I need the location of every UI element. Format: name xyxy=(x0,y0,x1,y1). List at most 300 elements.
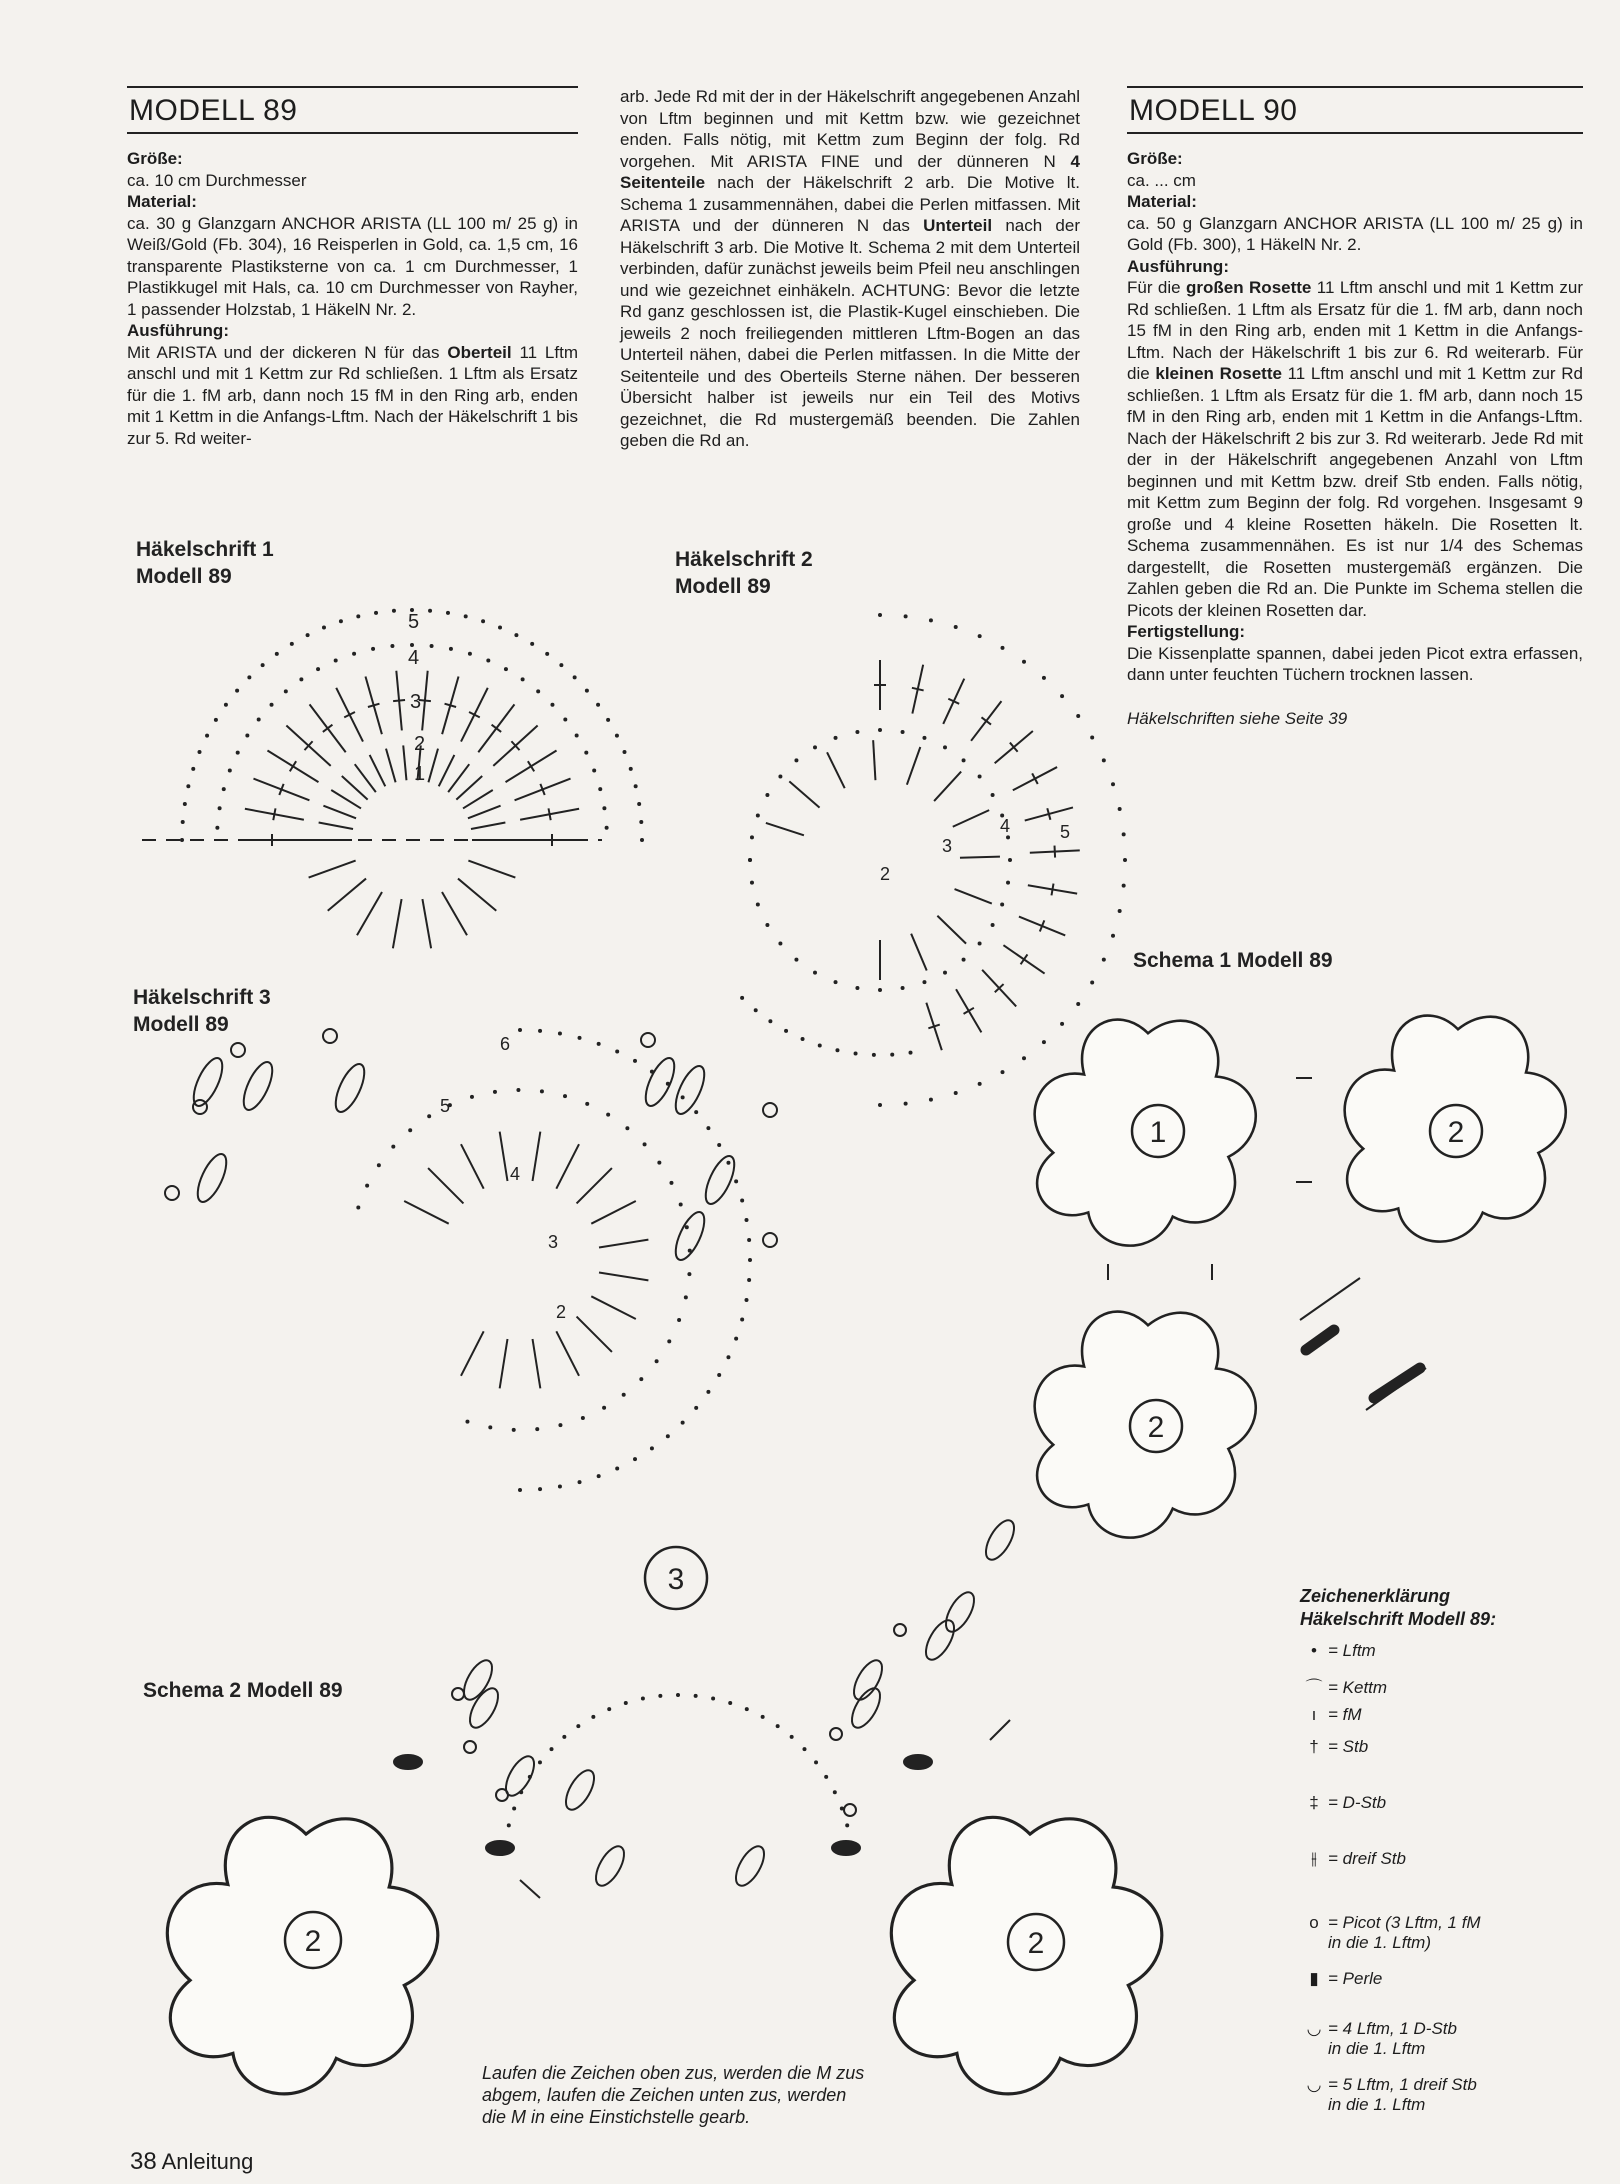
chain-stitch xyxy=(750,835,754,839)
chain-stitch xyxy=(624,1701,628,1705)
chain-stitch xyxy=(978,774,982,778)
chain-stitch xyxy=(750,881,754,885)
chain-stitch xyxy=(247,675,251,679)
chain-stitch xyxy=(706,1390,710,1394)
page-number: 38 xyxy=(130,2148,157,2175)
chain-stitch xyxy=(1042,1040,1046,1044)
stitch-mark xyxy=(500,1339,508,1388)
chain-stitch xyxy=(1122,832,1126,836)
chain-stitch xyxy=(224,703,228,707)
chain-stitch xyxy=(929,618,933,622)
dot-icon: • xyxy=(1311,1641,1317,1660)
chain-stitch xyxy=(878,1103,882,1107)
chain-stitch xyxy=(776,1724,780,1728)
stitch-mark xyxy=(404,1201,449,1224)
chain-stitch xyxy=(1111,782,1115,786)
petal-mark xyxy=(980,1516,1019,1564)
petal-mark xyxy=(500,1752,539,1800)
stitch-mark xyxy=(290,761,296,771)
chain-stitch xyxy=(745,1298,749,1302)
stitch-mark xyxy=(428,749,438,783)
chain-stitch xyxy=(550,703,554,707)
svg-text:3: 3 xyxy=(667,1563,685,1596)
chain-stitch xyxy=(745,1707,749,1711)
chain-stitch xyxy=(834,736,838,740)
chain-stitch xyxy=(598,787,602,791)
chain-stitch xyxy=(756,814,760,818)
chain-stitch xyxy=(558,1031,562,1035)
chain-stitch xyxy=(512,1428,516,1432)
chain-stitch xyxy=(214,718,218,722)
chain-stitch xyxy=(518,1488,522,1492)
legend-item: ı = fM xyxy=(1300,1705,1560,1725)
chain-stitch xyxy=(550,1747,554,1751)
chain-stitch xyxy=(929,1098,933,1102)
chain-stitch xyxy=(391,1145,395,1149)
legend-item: ⫲ = dreif Stb xyxy=(1300,1849,1560,1869)
chain-stitch xyxy=(562,1735,566,1739)
stitch-mark xyxy=(386,749,396,783)
chain-stitch xyxy=(275,652,279,656)
chain-stitch xyxy=(602,1406,606,1410)
chain-stitch xyxy=(339,619,343,623)
haekelschrift-1-diagram xyxy=(142,608,644,948)
stitch-mark xyxy=(1021,954,1028,964)
chain-stitch xyxy=(299,677,303,681)
bead-icon xyxy=(1300,1278,1426,1410)
chain-stitch xyxy=(625,1126,629,1130)
chain-stitch xyxy=(814,1760,818,1764)
chain-stitch xyxy=(245,734,249,738)
chain-stitch xyxy=(726,1161,730,1165)
chain-stitch xyxy=(1060,694,1064,698)
stitch-mark xyxy=(591,1201,636,1224)
stitch-mark xyxy=(428,1168,463,1203)
svg-text:2: 2 xyxy=(1027,1927,1045,1960)
chain-stitch xyxy=(904,614,908,618)
stitch-mark xyxy=(533,1132,541,1181)
chain-stitch xyxy=(679,1202,683,1206)
chain-stitch xyxy=(854,1051,858,1055)
stitch-mark xyxy=(422,899,431,948)
page-reference: Häkelschriften siehe Seite 39 xyxy=(1127,708,1348,728)
chain-stitch xyxy=(1090,981,1094,985)
double-cross-icon: ‡ xyxy=(1309,1793,1319,1812)
legend-item: ◡ = 5 Lftm, 1 dreif Stb in die 1. Lftm xyxy=(1300,2075,1560,2115)
chain-stitch xyxy=(706,1126,710,1130)
chain-stitch xyxy=(597,1474,601,1478)
picot-mark xyxy=(763,1233,777,1247)
legend-item: ⌒ = Kettm xyxy=(1300,1673,1560,1698)
rosette-outline xyxy=(1035,1312,1256,1538)
stitch-mark xyxy=(599,1273,648,1281)
stitch-mark xyxy=(492,725,502,732)
chart-title-schema-1: Schema 1 Modell 89 xyxy=(1133,949,1333,972)
chain-stitch xyxy=(290,642,294,646)
chain-stitch xyxy=(954,1091,958,1095)
chain-stitch xyxy=(622,1393,626,1397)
chain-stitch xyxy=(584,751,588,755)
stitch-mark xyxy=(357,892,382,935)
chain-stitch xyxy=(740,1198,744,1202)
finishing-text: Die Kissenplatte spannen, dabei jeden Picot extra erfassen, dann unter feuchten Tüchern trocknen lassen. xyxy=(1127,643,1583,684)
petal-mark xyxy=(940,1588,979,1636)
chain-stitch xyxy=(183,802,187,806)
chain-stitch xyxy=(465,1420,469,1424)
rosette-outline xyxy=(167,1817,437,2094)
stitch-mark xyxy=(599,1240,648,1248)
chain-stitch xyxy=(284,689,288,693)
stitch-mark xyxy=(439,755,455,786)
chain-stitch xyxy=(728,1701,732,1705)
legend-item: ◡ = 4 Lftm, 1 D-Stb in die 1. Lftm xyxy=(1300,2019,1560,2059)
chain-stitch xyxy=(464,614,468,618)
chain-stitch xyxy=(818,1043,822,1047)
chain-stitch xyxy=(535,1427,539,1431)
chain-stitch xyxy=(681,1095,685,1099)
chain-stitch xyxy=(790,1735,794,1739)
chain-stitch xyxy=(186,784,190,788)
chain-stitch xyxy=(890,1053,894,1057)
finishing-label: Fertigstellung: xyxy=(1127,622,1246,641)
chain-stitch xyxy=(778,774,782,778)
chain-stitch xyxy=(1076,714,1080,718)
chain-stitch xyxy=(1022,1056,1026,1060)
chain-stitch xyxy=(676,1693,680,1697)
chain-stitch xyxy=(1102,758,1106,762)
instructions-text: Mit ARISTA und der dickeren N für das Oberteil 11 Lftm anschl und mit 1 Kettm zur Rd schließen. 1 Lftm als Ersatz für die 1. fM arb, dann noch 15 fM in den Ring arb, enden mit 1 Kettm in die Anfangs-Lftm. Nach der Häkelschrift 1 bis zur 5. Rd weiter- xyxy=(127,342,578,448)
chain-stitch xyxy=(922,980,926,984)
chain-stitch xyxy=(637,802,641,806)
chain-stitch xyxy=(622,750,626,754)
chain-stitch xyxy=(518,1028,522,1032)
chart-title-schema-2: Schema 2 Modell 89 xyxy=(143,1679,343,1702)
chain-stitch xyxy=(536,689,540,693)
chain-stitch xyxy=(922,736,926,740)
stitch-mark xyxy=(1051,884,1053,896)
size-label: Größe: xyxy=(1127,149,1183,168)
chain-stitch xyxy=(687,1272,691,1276)
stitch-mark xyxy=(309,861,356,878)
chain-stitch xyxy=(573,675,577,679)
svg-text:2: 2 xyxy=(1447,1116,1465,1149)
stitch-mark xyxy=(393,899,402,948)
round-number: 4 xyxy=(510,1164,521,1184)
chain-stitch xyxy=(468,652,472,656)
chain-stitch xyxy=(1042,676,1046,680)
chain-stitch xyxy=(257,718,261,722)
chain-stitch xyxy=(446,611,450,615)
round-number: 2 xyxy=(414,733,426,755)
chain-stitch xyxy=(878,613,882,617)
bead-icon: ▮ xyxy=(1309,1969,1319,1988)
chain-stitch xyxy=(694,1406,698,1410)
chain-stitch xyxy=(1000,902,1004,906)
bead-icon xyxy=(832,1841,860,1855)
stitch-mark xyxy=(912,688,924,691)
legend-item: † = Stb xyxy=(1300,1737,1560,1757)
chain-stitch xyxy=(834,980,838,984)
round-number: 3 xyxy=(410,691,422,713)
round-number: 2 xyxy=(880,864,891,884)
chain-stitch xyxy=(904,1102,908,1106)
chain-stitch xyxy=(374,611,378,615)
bead-icon xyxy=(904,1755,932,1769)
chain-stitch xyxy=(371,647,375,651)
round-number: 3 xyxy=(548,1232,559,1252)
chain-stitch xyxy=(901,986,905,990)
picot-mark xyxy=(763,1103,777,1117)
chain-stitch xyxy=(538,1487,542,1491)
svg-text:2: 2 xyxy=(1147,1411,1165,1444)
chain-stitch xyxy=(316,667,320,671)
haekelschrift-2-round-numbers xyxy=(880,816,1070,884)
chain-stitch xyxy=(991,923,995,927)
chain-stitch xyxy=(306,633,310,637)
chain-stitch xyxy=(667,1339,671,1343)
chain-stitch xyxy=(943,971,947,975)
stitch-mark xyxy=(766,823,804,835)
round-number: 5 xyxy=(1060,822,1071,842)
chain-stitch xyxy=(270,703,274,707)
chain-stitch xyxy=(563,718,567,722)
round-number: 5 xyxy=(408,611,420,633)
chain-stitch xyxy=(765,923,769,927)
chain-stitch xyxy=(481,619,485,623)
chain-stitch xyxy=(801,1037,805,1041)
chain-stitch xyxy=(1060,1022,1064,1026)
chain-stitch xyxy=(191,767,195,771)
picot-mark xyxy=(464,1741,476,1753)
stitch-mark xyxy=(934,772,961,801)
chain-stitch xyxy=(978,634,982,638)
chain-stitch xyxy=(1118,807,1122,811)
chain-stitch xyxy=(845,1823,849,1827)
legend-heading: Zeichenerklärung xyxy=(1300,1586,1451,1606)
legend-item: • = Lftm xyxy=(1300,1641,1560,1661)
schema-1-diagram xyxy=(1035,1016,1566,1538)
chain-stitch xyxy=(428,609,432,613)
chain-stitch xyxy=(1118,909,1122,913)
size-text: ca. 10 cm Durchmesser xyxy=(127,170,307,190)
petal-mark xyxy=(700,1152,740,1208)
chain-stitch xyxy=(530,642,534,646)
round-number: 4 xyxy=(408,647,420,669)
chain-stitch xyxy=(1001,1070,1005,1074)
chain-stitch xyxy=(747,1238,751,1242)
legend-item: ‡ = D-Stb xyxy=(1300,1793,1560,1813)
model-title: MODELL 90 xyxy=(1127,86,1583,134)
stitch-mark xyxy=(468,806,501,819)
chain-stitch xyxy=(765,793,769,797)
picot-mark xyxy=(231,1043,245,1057)
bead-icon xyxy=(394,1755,422,1769)
stitch-mark xyxy=(981,717,991,724)
loop4-icon: ◡ xyxy=(1306,2019,1322,2038)
chain-stitch xyxy=(1006,881,1010,885)
haekelschrift-1-round-numbers xyxy=(408,611,425,785)
symbol-legend xyxy=(1300,1585,1497,2114)
chain-stitch xyxy=(991,793,995,797)
chain-stitch xyxy=(740,1318,744,1322)
chain-stitch xyxy=(538,1760,542,1764)
chain-stitch xyxy=(558,1485,562,1489)
chain-stitch xyxy=(824,1775,828,1779)
chain-stitch xyxy=(633,1059,637,1063)
chain-stitch xyxy=(794,758,798,762)
chain-stitch xyxy=(591,1715,595,1719)
legend-heading: Häkelschrift Modell 89: xyxy=(1300,1609,1497,1629)
chain-stitch xyxy=(813,971,817,975)
petal-mark xyxy=(730,1842,769,1890)
size-text: ca. ... cm xyxy=(1127,170,1196,190)
petal-mark xyxy=(188,1054,228,1110)
stitch-mark xyxy=(953,810,989,827)
stitch-mark xyxy=(471,823,505,829)
chain-stitch xyxy=(606,1113,610,1117)
stitch-mark xyxy=(331,790,361,808)
chain-stitch xyxy=(602,806,606,810)
round-number: 5 xyxy=(440,1096,451,1116)
stitch-mark xyxy=(273,808,275,820)
stitch-mark xyxy=(468,861,515,878)
size-label: Größe: xyxy=(127,149,183,168)
chain-stitch xyxy=(954,625,958,629)
chain-stitch xyxy=(377,1163,381,1167)
chain-stitch xyxy=(575,734,579,738)
chain-stitch xyxy=(1102,958,1106,962)
chain-stitch xyxy=(222,787,226,791)
chain-stitch xyxy=(521,677,525,681)
chain-stitch xyxy=(901,730,905,734)
round-number: 2 xyxy=(556,1302,567,1322)
instructions-label: Ausführung: xyxy=(127,321,229,340)
chain-stitch xyxy=(643,1142,647,1146)
chain-stitch xyxy=(747,1278,751,1282)
instructions-continued: arb. Jede Rd mit der in der Häkelschrift angegebenen Anzahl von Lftm beginnen und mit Kettm bzw. wie gezeichnet enden. Falls nötig, mit Kettm zum Beginn der folg. Rd vorgehen. Mit ARISTA FINE und der dünneren N 4 Seitenteile nach der Häkelschrift 2 arb. Die Motive lt. Schema 1 zusammennähen, dabei die Perlen mitfassen. Mit ARISTA und der dünneren N das Unterteil nach der Häkelschrift 3 arb. Die Motive lt. Schema 2 mit dem Unterteil verbinden, dafür zunächst jeweils beim Pfeil neu anschlingen und wie gezeichnet einhäkeln. ACHTUNG: Bevor die letzte Rd ganz geschlossen ist, die Plastik-Kugel einschieben. Die jeweils 2 noch freiliegenden mittleren Lftm-Bogen an das Unterteil nähen, dabei die Perlen mitfassen. In die Mitte der Seitenteile und des Oberteils Sterne nähen. Der besseren Übersicht halber ist jeweils nur ein Teil des Motivs gezeichnet, die Rd mustergemäß beenden. Die Zahlen geben die Rd an. xyxy=(620,87,1080,450)
picot-mark xyxy=(452,1688,464,1700)
legend-item: ▮ = Perle xyxy=(1300,1969,1560,1989)
chain-stitch xyxy=(585,689,589,693)
instructions-text: Für die großen Rosette 11 Lftm anschl und mit 1 Kettm zur Rd schließen. 1 Lftm als Ersatz für die 1. fM arb, dann noch 15 fM in den Ring arb, enden mit 1 Kettm in die Anfangs-Lftm. Nach der Häkelschrift 1 bis zur 6. Rd weiterarb. Für die kleinen Rosette 11 Lftm anschl und mit 1 Kettm zur Rd schließen. 1 Lftm als Ersatz für die 1. fM arb, dann noch 15 fM in den Ring arb, enden mit 1 Kettm in die Anfangs-Lftm. Nach der Häkelschrift 2 bis zur 3. Rd weiterarb. Jede Rd mit der in der Häkelschrift angegebenen Anzahl von Lftm beginnen und mit Kettm bzw. dreif Stb enden. Falls nötig, mit Kettm zum Beginn der folg. Rd vorgehen. Insgesamt 9 große und 4 kleine Rosetten häkeln. Die Rosetten lt. Schema zusammennähen. Es ist nur 1/4 des Schemas dargestellt, die Rosetten mustergemäß ergänzen. Die Zahlen geben die Rd an. Die Punkte im Schema stellen die Picots der kleinen Rosetten dar. xyxy=(1127,278,1583,620)
chain-stitch xyxy=(538,1029,542,1033)
chain-stitch xyxy=(235,689,239,693)
chain-stitch xyxy=(408,1128,412,1132)
arrow-icon xyxy=(990,1720,1010,1740)
chain-stitch xyxy=(658,1694,662,1698)
arc-icon: ⌒ xyxy=(1305,1678,1323,1697)
circle-icon: o xyxy=(1309,1913,1319,1932)
chain-stitch xyxy=(778,942,782,946)
petal-mark xyxy=(560,1766,599,1814)
chain-stitch xyxy=(205,734,209,738)
chain-stitch xyxy=(943,745,947,749)
chain-stitch xyxy=(734,1337,738,1341)
model-title: MODELL 89 xyxy=(127,86,578,134)
chain-stitch xyxy=(540,1089,544,1093)
chain-stitch xyxy=(655,1359,659,1363)
page-footer xyxy=(130,2148,253,2176)
stitch-mark xyxy=(827,752,845,788)
chain-stitch xyxy=(802,1747,806,1751)
loop5-icon: ◡ xyxy=(1306,2075,1322,2094)
chain-stitch xyxy=(641,1697,645,1701)
chain-stitch xyxy=(563,1094,567,1098)
chain-stitch xyxy=(784,1029,788,1033)
cross-icon: † xyxy=(1309,1737,1319,1756)
triple-cross-icon: ⫲ xyxy=(1311,1849,1317,1868)
rosette-outline xyxy=(891,1817,1161,2094)
section-name: Anleitung xyxy=(161,2149,254,2174)
chart-title-haekelschrift-1: Häkelschrift 1 Modell 89 xyxy=(136,538,274,588)
stitch-mark xyxy=(549,808,551,820)
chain-stitch xyxy=(978,942,982,946)
chain-stitch xyxy=(768,1019,772,1023)
svg-text:1: 1 xyxy=(1149,1116,1167,1149)
chain-stitch xyxy=(684,1295,688,1299)
chain-stitch xyxy=(504,667,508,671)
stitch-mark xyxy=(528,761,534,771)
schema-2-diagram xyxy=(167,1516,1161,2094)
round-number: 1 xyxy=(414,763,426,785)
chain-stitch xyxy=(1123,858,1127,862)
chain-stitch xyxy=(1001,646,1005,650)
chain-stitch xyxy=(694,1694,698,1698)
chain-stitch xyxy=(962,758,966,762)
haekelschrift-2-diagram xyxy=(740,613,1127,1107)
chain-stitch xyxy=(516,1088,520,1092)
stitch-mark xyxy=(911,934,927,971)
chain-stitch xyxy=(1122,884,1126,888)
chain-stitch xyxy=(1076,1002,1080,1006)
haekelschrift-3-round-numbers xyxy=(440,1034,566,1322)
material-text: ca. 30 g Glanzgarn ANCHOR ARISTA (LL 100 m/ 25 g) in Weiß/Gold (Fb. 304), 16 Reisperlen in Gold, ca. 1,5 cm, 16 transparente Plastiksterne von ca. 1 cm Durchmesser, 1 Plastikkugel mit Hals, ca. 10 cm Durchmesser von Rayher, 1 passender Holzstab, 1 HäkelN Nr. 2. xyxy=(127,213,578,319)
stitch-mark xyxy=(456,776,482,800)
chain-stitch xyxy=(218,806,222,810)
bar-icon: ı xyxy=(1311,1705,1317,1724)
chain-stitch xyxy=(606,718,610,722)
petal-mark xyxy=(238,1058,278,1114)
chain-stitch xyxy=(813,745,817,749)
chain-stitch xyxy=(734,1179,738,1183)
stitch-mark xyxy=(328,879,366,911)
stitch-mark xyxy=(591,1296,636,1319)
chain-stitch xyxy=(1111,934,1115,938)
stitch-mark xyxy=(323,725,333,732)
chain-stitch xyxy=(629,767,633,771)
chain-stitch xyxy=(215,826,219,830)
chain-stitch xyxy=(657,1161,661,1165)
chain-stitch xyxy=(322,626,326,630)
chain-stitch xyxy=(694,1110,698,1114)
petal-mark xyxy=(920,1616,959,1664)
chain-stitch xyxy=(640,838,644,842)
chain-stitch xyxy=(181,820,185,824)
chain-stitch xyxy=(488,1425,492,1429)
chain-stitch xyxy=(1022,660,1026,664)
chain-stitch xyxy=(545,652,549,656)
chain-stitch xyxy=(498,626,502,630)
chain-stitch xyxy=(615,734,619,738)
chain-stitch xyxy=(634,784,638,788)
chain-stitch xyxy=(512,1807,516,1811)
chain-stitch xyxy=(650,1446,654,1450)
chain-stitch xyxy=(666,1434,670,1438)
chain-stitch xyxy=(633,1457,637,1461)
petal-mark xyxy=(590,1842,629,1890)
chain-stitch xyxy=(756,902,760,906)
chain-stitch xyxy=(470,1095,474,1099)
